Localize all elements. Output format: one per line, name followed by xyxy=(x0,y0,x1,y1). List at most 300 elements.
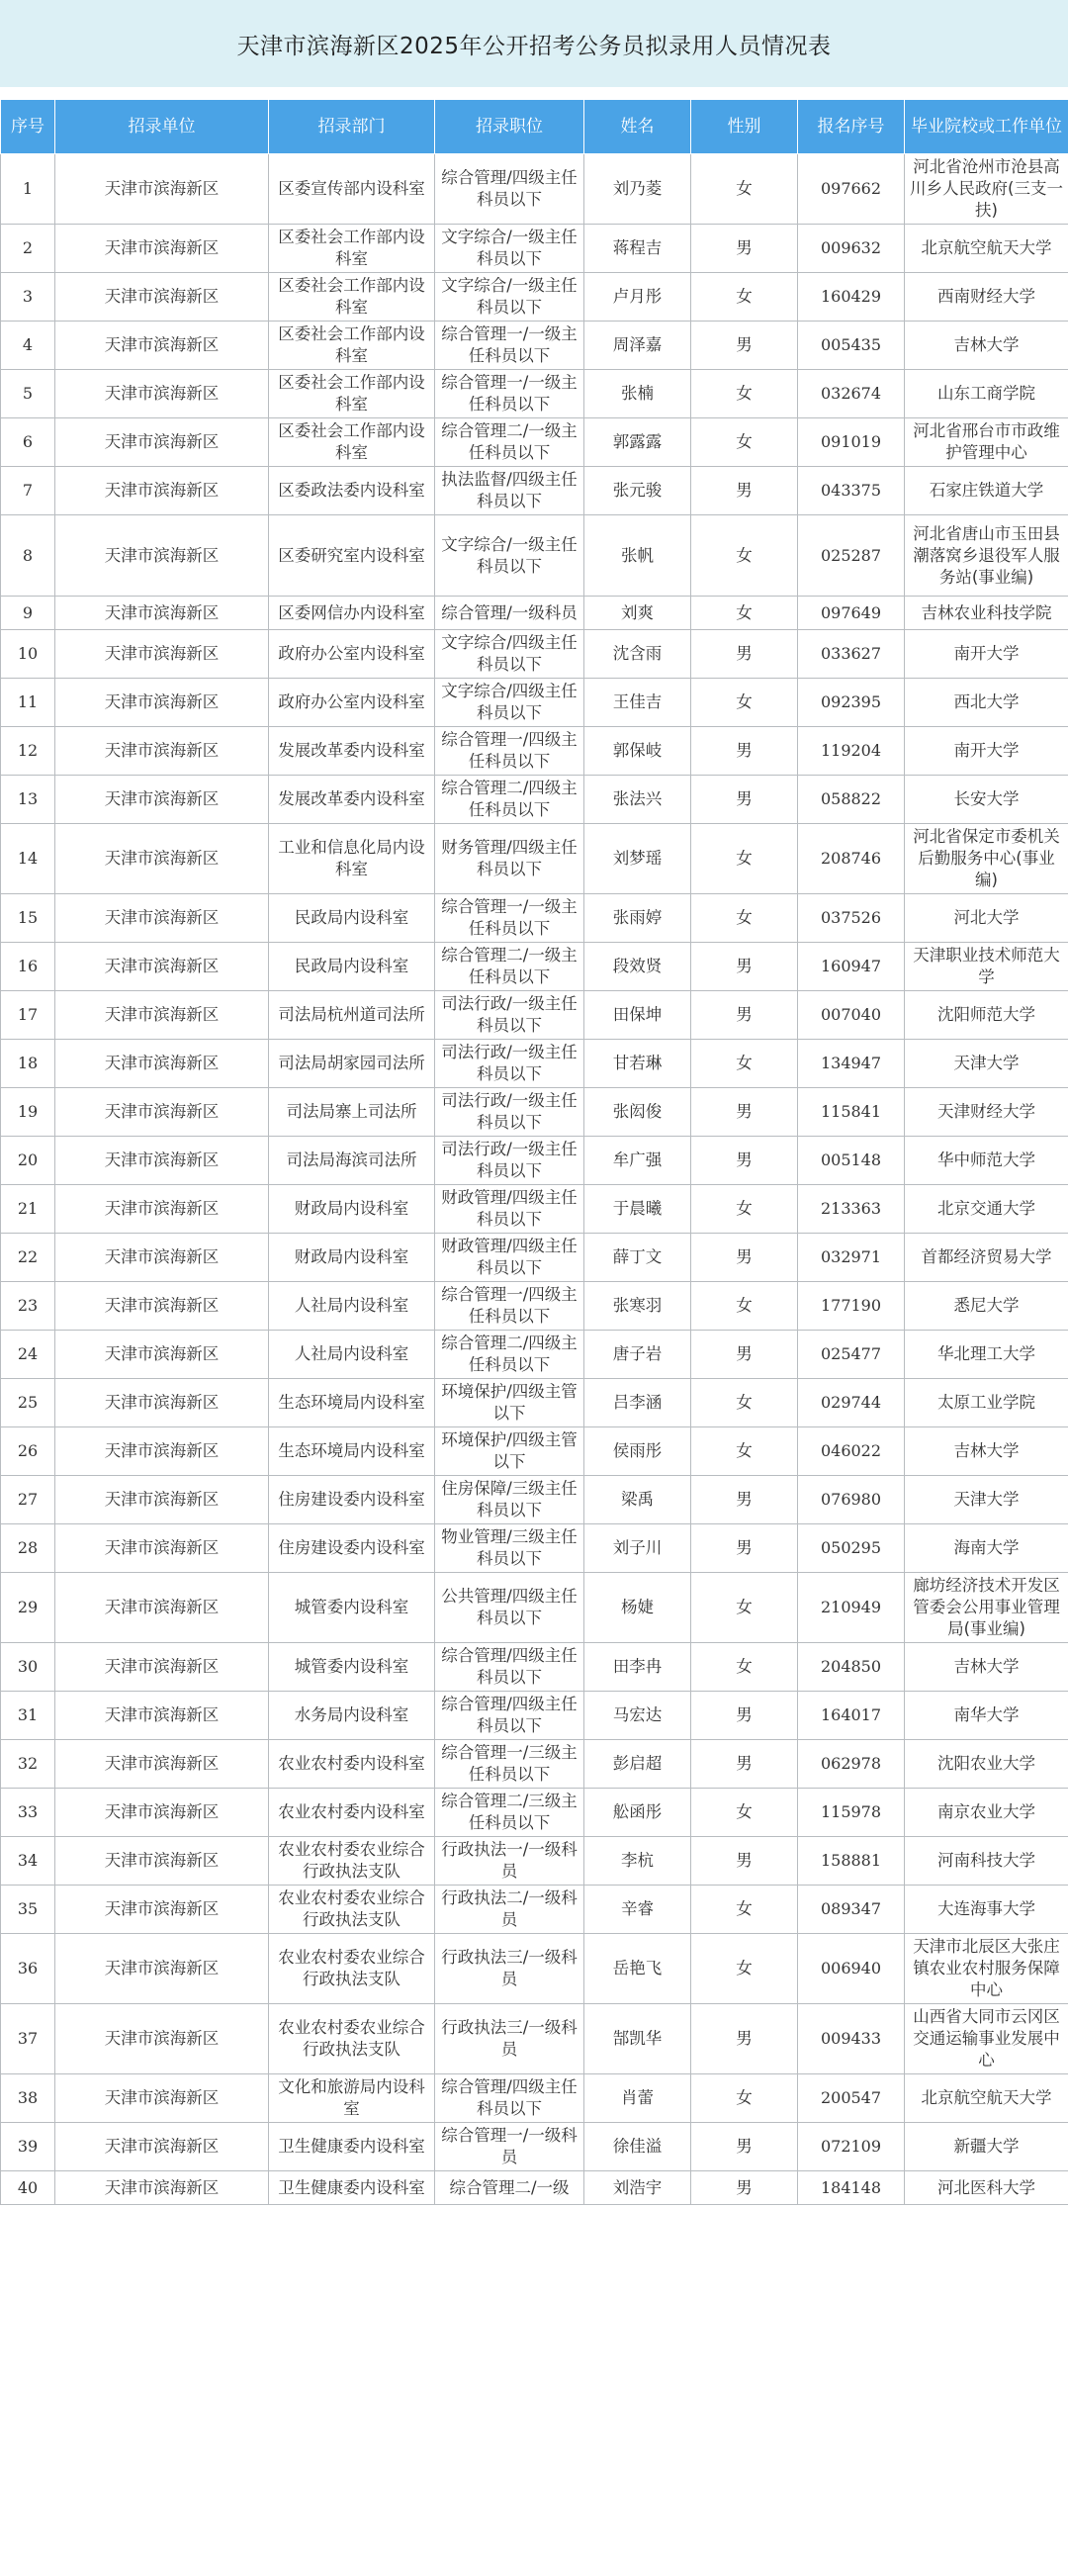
cell-seq: 10 xyxy=(1,630,55,679)
cell-seq: 36 xyxy=(1,1934,55,2004)
table-row xyxy=(1,630,1068,679)
cell-name: 徐佳溢 xyxy=(584,2123,691,2171)
cell-reg-no: 032971 xyxy=(798,1234,905,1282)
cell-recruit-unit: 天津市滨海新区 xyxy=(55,2074,269,2123)
column-header-seq: 序号 xyxy=(1,100,55,154)
table-row xyxy=(1,1234,1068,1282)
cell-recruit-dept: 农业农村委内设科室 xyxy=(269,1789,435,1837)
table-row xyxy=(1,824,1068,894)
cell-name: 郭保岐 xyxy=(584,727,691,776)
cell-recruit-unit: 天津市滨海新区 xyxy=(55,1573,269,1643)
cell-reg-no: 097662 xyxy=(798,154,905,225)
cell-name: 薛丁文 xyxy=(584,1234,691,1282)
cell-name: 张寒羽 xyxy=(584,1282,691,1331)
cell-seq: 21 xyxy=(1,1185,55,1234)
cell-recruit-unit: 天津市滨海新区 xyxy=(55,1331,269,1379)
cell-recruit-dept: 司法局寨上司法所 xyxy=(269,1088,435,1137)
cell-school-or-employer: 西北大学 xyxy=(905,679,1068,727)
cell-recruit-unit: 天津市滨海新区 xyxy=(55,1740,269,1789)
cell-recruit-unit: 天津市滨海新区 xyxy=(55,2004,269,2074)
cell-recruit-unit: 天津市滨海新区 xyxy=(55,1185,269,1234)
cell-recruit-position: 公共管理/四级主任科员以下 xyxy=(435,1573,584,1643)
cell-gender: 男 xyxy=(691,727,798,776)
cell-seq: 35 xyxy=(1,1886,55,1934)
cell-gender: 男 xyxy=(691,1088,798,1137)
cell-recruit-unit: 天津市滨海新区 xyxy=(55,630,269,679)
cell-recruit-position: 综合管理/四级主任科员以下 xyxy=(435,1643,584,1692)
cell-name: 杨婕 xyxy=(584,1573,691,1643)
cell-seq: 20 xyxy=(1,1137,55,1185)
cell-recruit-unit: 天津市滨海新区 xyxy=(55,273,269,322)
table-row xyxy=(1,1137,1068,1185)
cell-gender: 女 xyxy=(691,1573,798,1643)
table-row xyxy=(1,597,1068,630)
cell-gender: 男 xyxy=(691,1692,798,1740)
cell-name: 刘子川 xyxy=(584,1524,691,1573)
table-row xyxy=(1,1379,1068,1427)
cell-name: 肖蕾 xyxy=(584,2074,691,2123)
cell-name: 侯雨彤 xyxy=(584,1427,691,1476)
cell-recruit-unit: 天津市滨海新区 xyxy=(55,1040,269,1088)
cell-reg-no: 009433 xyxy=(798,2004,905,2074)
cell-name: 段效贤 xyxy=(584,943,691,991)
cell-school-or-employer: 河南科技大学 xyxy=(905,1837,1068,1886)
cell-school-or-employer: 沈阳师范大学 xyxy=(905,991,1068,1040)
cell-name: 舩函彤 xyxy=(584,1789,691,1837)
cell-school-or-employer: 南开大学 xyxy=(905,727,1068,776)
cell-recruit-unit: 天津市滨海新区 xyxy=(55,1427,269,1476)
cell-gender: 男 xyxy=(691,1740,798,1789)
cell-recruit-unit: 天津市滨海新区 xyxy=(55,894,269,943)
cell-recruit-unit: 天津市滨海新区 xyxy=(55,154,269,225)
cell-school-or-employer: 天津财经大学 xyxy=(905,1088,1068,1137)
cell-recruit-unit: 天津市滨海新区 xyxy=(55,1234,269,1282)
cell-gender: 男 xyxy=(691,225,798,273)
column-header-recruit-position: 招录职位 xyxy=(435,100,584,154)
cell-seq: 39 xyxy=(1,2123,55,2171)
cell-reg-no: 115978 xyxy=(798,1789,905,1837)
cell-name: 马宏达 xyxy=(584,1692,691,1740)
cell-reg-no: 213363 xyxy=(798,1185,905,1234)
cell-recruit-position: 行政执法一/一级科员 xyxy=(435,1837,584,1886)
cell-recruit-unit: 天津市滨海新区 xyxy=(55,467,269,515)
cell-name: 沈含雨 xyxy=(584,630,691,679)
cell-gender: 女 xyxy=(691,679,798,727)
cell-seq: 23 xyxy=(1,1282,55,1331)
cell-recruit-dept: 司法局杭州道司法所 xyxy=(269,991,435,1040)
cell-gender: 男 xyxy=(691,467,798,515)
table-row xyxy=(1,2074,1068,2123)
cell-school-or-employer: 石家庄铁道大学 xyxy=(905,467,1068,515)
cell-school-or-employer: 北京交通大学 xyxy=(905,1185,1068,1234)
cell-recruit-position: 文字综合/一级主任科员以下 xyxy=(435,515,584,597)
table-row xyxy=(1,154,1068,225)
cell-recruit-position: 综合管理二/一级主任科员以下 xyxy=(435,943,584,991)
cell-school-or-employer: 吉林大学 xyxy=(905,1643,1068,1692)
table-row xyxy=(1,943,1068,991)
cell-recruit-position: 综合管理一/四级主任科员以下 xyxy=(435,727,584,776)
cell-seq: 3 xyxy=(1,273,55,322)
cell-reg-no: 158881 xyxy=(798,1837,905,1886)
cell-recruit-position: 环境保护/四级主管以下 xyxy=(435,1427,584,1476)
cell-reg-no: 006940 xyxy=(798,1934,905,2004)
cell-reg-no: 033627 xyxy=(798,630,905,679)
cell-recruit-unit: 天津市滨海新区 xyxy=(55,1088,269,1137)
cell-school-or-employer: 华中师范大学 xyxy=(905,1137,1068,1185)
cell-name: 卢月彤 xyxy=(584,273,691,322)
cell-reg-no: 115841 xyxy=(798,1088,905,1137)
column-header-school-or-employer: 毕业院校或工作单位 xyxy=(905,100,1068,154)
cell-recruit-dept: 农业农村委农业综合行政执法支队 xyxy=(269,1837,435,1886)
cell-name: 于晨曦 xyxy=(584,1185,691,1234)
cell-recruit-dept: 生态环境局内设科室 xyxy=(269,1379,435,1427)
cell-recruit-unit: 天津市滨海新区 xyxy=(55,322,269,370)
cell-gender: 女 xyxy=(691,1934,798,2004)
cell-school-or-employer: 山东工商学院 xyxy=(905,370,1068,418)
cell-seq: 29 xyxy=(1,1573,55,1643)
cell-school-or-employer: 吉林农业科技学院 xyxy=(905,597,1068,630)
cell-recruit-dept: 司法局胡家园司法所 xyxy=(269,1040,435,1088)
cell-reg-no: 089347 xyxy=(798,1886,905,1934)
table-row xyxy=(1,1476,1068,1524)
cell-seq: 19 xyxy=(1,1088,55,1137)
cell-reg-no: 210949 xyxy=(798,1573,905,1643)
cell-reg-no: 009632 xyxy=(798,225,905,273)
cell-gender: 女 xyxy=(691,515,798,597)
cell-gender: 男 xyxy=(691,2004,798,2074)
cell-seq: 34 xyxy=(1,1837,55,1886)
cell-recruit-unit: 天津市滨海新区 xyxy=(55,1643,269,1692)
cell-name: 刘梦瑶 xyxy=(584,824,691,894)
cell-seq: 8 xyxy=(1,515,55,597)
cell-school-or-employer: 河北医科大学 xyxy=(905,2171,1068,2205)
cell-name: 张闳俊 xyxy=(584,1088,691,1137)
cell-gender: 女 xyxy=(691,2074,798,2123)
cell-reg-no: 204850 xyxy=(798,1643,905,1692)
cell-name: 刘乃菱 xyxy=(584,154,691,225)
cell-recruit-unit: 天津市滨海新区 xyxy=(55,727,269,776)
cell-recruit-position: 财政管理/四级主任科员以下 xyxy=(435,1234,584,1282)
cell-recruit-unit: 天津市滨海新区 xyxy=(55,824,269,894)
cell-recruit-position: 财务管理/四级主任科员以下 xyxy=(435,824,584,894)
cell-gender: 男 xyxy=(691,322,798,370)
cell-name: 牟广强 xyxy=(584,1137,691,1185)
table-header-row xyxy=(1,100,1068,154)
cell-gender: 男 xyxy=(691,630,798,679)
cell-recruit-position: 物业管理/三级主任科员以下 xyxy=(435,1524,584,1573)
cell-recruit-position: 文字综合/四级主任科员以下 xyxy=(435,630,584,679)
cell-seq: 5 xyxy=(1,370,55,418)
cell-gender: 女 xyxy=(691,1427,798,1476)
cell-name: 彭启超 xyxy=(584,1740,691,1789)
cell-recruit-dept: 区委社会工作部内设科室 xyxy=(269,418,435,467)
cell-recruit-position: 文字综合/一级主任科员以下 xyxy=(435,225,584,273)
cell-school-or-employer: 北京航空航天大学 xyxy=(905,225,1068,273)
cell-seq: 1 xyxy=(1,154,55,225)
table-row xyxy=(1,1789,1068,1837)
cell-school-or-employer: 南开大学 xyxy=(905,630,1068,679)
cell-recruit-unit: 天津市滨海新区 xyxy=(55,515,269,597)
cell-recruit-dept: 卫生健康委内设科室 xyxy=(269,2171,435,2205)
cell-name: 张楠 xyxy=(584,370,691,418)
cell-name: 刘爽 xyxy=(584,597,691,630)
cell-name: 辛睿 xyxy=(584,1886,691,1934)
cell-name: 蒋程吉 xyxy=(584,225,691,273)
cell-recruit-position: 司法行政/一级主任科员以下 xyxy=(435,1137,584,1185)
cell-name: 李杭 xyxy=(584,1837,691,1886)
table-row xyxy=(1,2123,1068,2171)
cell-recruit-dept: 文化和旅游局内设科室 xyxy=(269,2074,435,2123)
cell-reg-no: 032674 xyxy=(798,370,905,418)
table-row xyxy=(1,1692,1068,1740)
column-header-gender: 性别 xyxy=(691,100,798,154)
cell-recruit-dept: 区委社会工作部内设科室 xyxy=(269,370,435,418)
cell-recruit-position: 综合管理/四级主任科员以下 xyxy=(435,154,584,225)
cell-recruit-position: 综合管理/四级主任科员以下 xyxy=(435,2074,584,2123)
cell-school-or-employer: 南华大学 xyxy=(905,1692,1068,1740)
cell-name: 郜凯华 xyxy=(584,2004,691,2074)
cell-name: 梁禹 xyxy=(584,1476,691,1524)
cell-reg-no: 025287 xyxy=(798,515,905,597)
column-header-recruit-dept: 招录部门 xyxy=(269,100,435,154)
cell-recruit-dept: 农业农村委农业综合行政执法支队 xyxy=(269,1886,435,1934)
cell-recruit-unit: 天津市滨海新区 xyxy=(55,225,269,273)
table-row xyxy=(1,1524,1068,1573)
cell-school-or-employer: 廊坊经济技术开发区管委会公用事业管理局(事业编) xyxy=(905,1573,1068,1643)
cell-school-or-employer: 吉林大学 xyxy=(905,1427,1068,1476)
cell-name: 吕李涵 xyxy=(584,1379,691,1427)
cell-recruit-position: 环境保护/四级主管以下 xyxy=(435,1379,584,1427)
cell-recruit-dept: 区委社会工作部内设科室 xyxy=(269,273,435,322)
cell-school-or-employer: 河北省邢台市市政维护管理中心 xyxy=(905,418,1068,467)
cell-reg-no: 160429 xyxy=(798,273,905,322)
cell-recruit-position: 执法监督/四级主任科员以下 xyxy=(435,467,584,515)
cell-gender: 女 xyxy=(691,1282,798,1331)
table-row xyxy=(1,1427,1068,1476)
cell-recruit-position: 行政执法三/一级科员 xyxy=(435,1934,584,2004)
cell-recruit-unit: 天津市滨海新区 xyxy=(55,1789,269,1837)
cell-name: 郭露露 xyxy=(584,418,691,467)
cell-name: 周泽嘉 xyxy=(584,322,691,370)
cell-gender: 男 xyxy=(691,1837,798,1886)
cell-recruit-position: 行政执法二/一级科员 xyxy=(435,1886,584,1934)
cell-school-or-employer: 河北省唐山市玉田县潮落窝乡退役军人服务站(事业编) xyxy=(905,515,1068,597)
cell-recruit-position: 住房保障/三级主任科员以下 xyxy=(435,1476,584,1524)
cell-reg-no: 062978 xyxy=(798,1740,905,1789)
cell-recruit-position: 综合管理一/一级主任科员以下 xyxy=(435,322,584,370)
cell-school-or-employer: 西南财经大学 xyxy=(905,273,1068,322)
cell-reg-no: 007040 xyxy=(798,991,905,1040)
table-row xyxy=(1,322,1068,370)
cell-seq: 9 xyxy=(1,597,55,630)
cell-recruit-position: 综合管理一/四级主任科员以下 xyxy=(435,1282,584,1331)
cell-reg-no: 058822 xyxy=(798,776,905,824)
cell-recruit-position: 行政执法三/一级科员 xyxy=(435,2004,584,2074)
cell-seq: 30 xyxy=(1,1643,55,1692)
cell-reg-no: 076980 xyxy=(798,1476,905,1524)
cell-recruit-dept: 住房建设委内设科室 xyxy=(269,1476,435,1524)
cell-recruit-dept: 民政局内设科室 xyxy=(269,943,435,991)
cell-seq: 17 xyxy=(1,991,55,1040)
cell-school-or-employer: 天津大学 xyxy=(905,1040,1068,1088)
cell-gender: 男 xyxy=(691,2123,798,2171)
table-row xyxy=(1,679,1068,727)
cell-gender: 女 xyxy=(691,824,798,894)
cell-reg-no: 037526 xyxy=(798,894,905,943)
cell-seq: 4 xyxy=(1,322,55,370)
cell-recruit-position: 综合管理一/一级科员 xyxy=(435,2123,584,2171)
cell-school-or-employer: 海南大学 xyxy=(905,1524,1068,1573)
cell-gender: 男 xyxy=(691,1234,798,1282)
cell-seq: 16 xyxy=(1,943,55,991)
cell-recruit-dept: 财政局内设科室 xyxy=(269,1234,435,1282)
cell-school-or-employer: 华北理工大学 xyxy=(905,1331,1068,1379)
cell-recruit-dept: 区委网信办内设科室 xyxy=(269,597,435,630)
cell-seq: 33 xyxy=(1,1789,55,1837)
table-row xyxy=(1,1837,1068,1886)
table-row xyxy=(1,1934,1068,2004)
cell-seq: 14 xyxy=(1,824,55,894)
cell-seq: 40 xyxy=(1,2171,55,2205)
cell-gender: 男 xyxy=(691,1476,798,1524)
cell-school-or-employer: 沈阳农业大学 xyxy=(905,1740,1068,1789)
cell-seq: 6 xyxy=(1,418,55,467)
cell-reg-no: 005148 xyxy=(798,1137,905,1185)
cell-seq: 38 xyxy=(1,2074,55,2123)
recruit-table-container xyxy=(0,99,1068,2205)
table-row xyxy=(1,2171,1068,2205)
cell-reg-no: 200547 xyxy=(798,2074,905,2123)
cell-school-or-employer: 大连海事大学 xyxy=(905,1886,1068,1934)
cell-name: 张雨婷 xyxy=(584,894,691,943)
cell-name: 张帆 xyxy=(584,515,691,597)
cell-seq: 24 xyxy=(1,1331,55,1379)
cell-school-or-employer: 悉尼大学 xyxy=(905,1282,1068,1331)
cell-seq: 31 xyxy=(1,1692,55,1740)
cell-recruit-position: 司法行政/一级主任科员以下 xyxy=(435,1088,584,1137)
cell-seq: 15 xyxy=(1,894,55,943)
cell-gender: 男 xyxy=(691,1524,798,1573)
cell-recruit-dept: 发展改革委内设科室 xyxy=(269,776,435,824)
cell-reg-no: 025477 xyxy=(798,1331,905,1379)
cell-recruit-unit: 天津市滨海新区 xyxy=(55,1886,269,1934)
cell-reg-no: 043375 xyxy=(798,467,905,515)
cell-seq: 28 xyxy=(1,1524,55,1573)
column-header-recruit-unit: 招录单位 xyxy=(55,100,269,154)
cell-gender: 男 xyxy=(691,991,798,1040)
cell-reg-no: 046022 xyxy=(798,1427,905,1476)
table-row xyxy=(1,225,1068,273)
cell-reg-no: 208746 xyxy=(798,824,905,894)
cell-gender: 女 xyxy=(691,1185,798,1234)
table-row xyxy=(1,991,1068,1040)
cell-recruit-dept: 水务局内设科室 xyxy=(269,1692,435,1740)
table-row xyxy=(1,273,1068,322)
cell-reg-no: 029744 xyxy=(798,1379,905,1427)
cell-reg-no: 119204 xyxy=(798,727,905,776)
cell-recruit-dept: 司法局海滨司法所 xyxy=(269,1137,435,1185)
cell-gender: 女 xyxy=(691,1379,798,1427)
cell-recruit-dept: 卫生健康委内设科室 xyxy=(269,2123,435,2171)
cell-gender: 女 xyxy=(691,418,798,467)
cell-gender: 男 xyxy=(691,1331,798,1379)
table-row xyxy=(1,1886,1068,1934)
cell-seq: 13 xyxy=(1,776,55,824)
cell-seq: 26 xyxy=(1,1427,55,1476)
cell-school-or-employer: 天津大学 xyxy=(905,1476,1068,1524)
cell-school-or-employer: 吉林大学 xyxy=(905,322,1068,370)
cell-recruit-position: 司法行政/一级主任科员以下 xyxy=(435,991,584,1040)
page-title-bar xyxy=(0,0,1068,87)
cell-name: 田保坤 xyxy=(584,991,691,1040)
table-row xyxy=(1,776,1068,824)
cell-school-or-employer: 天津职业技术师范大学 xyxy=(905,943,1068,991)
cell-gender: 男 xyxy=(691,2171,798,2205)
column-header-reg-no: 报名序号 xyxy=(798,100,905,154)
cell-seq: 11 xyxy=(1,679,55,727)
cell-name: 张元骏 xyxy=(584,467,691,515)
cell-recruit-dept: 生态环境局内设科室 xyxy=(269,1427,435,1476)
cell-gender: 女 xyxy=(691,1040,798,1088)
cell-recruit-dept: 城管委内设科室 xyxy=(269,1643,435,1692)
cell-recruit-dept: 发展改革委内设科室 xyxy=(269,727,435,776)
cell-seq: 18 xyxy=(1,1040,55,1088)
cell-recruit-position: 财政管理/四级主任科员以下 xyxy=(435,1185,584,1234)
cell-recruit-dept: 政府办公室内设科室 xyxy=(269,630,435,679)
cell-gender: 女 xyxy=(691,154,798,225)
cell-reg-no: 160947 xyxy=(798,943,905,991)
table-row xyxy=(1,1088,1068,1137)
cell-school-or-employer: 河北大学 xyxy=(905,894,1068,943)
cell-recruit-position: 综合管理一/一级主任科员以下 xyxy=(435,370,584,418)
table-row xyxy=(1,1040,1068,1088)
cell-gender: 男 xyxy=(691,1137,798,1185)
cell-recruit-unit: 天津市滨海新区 xyxy=(55,1837,269,1886)
table-row xyxy=(1,370,1068,418)
cell-recruit-dept: 农业农村委农业综合行政执法支队 xyxy=(269,2004,435,2074)
cell-recruit-position: 文字综合/四级主任科员以下 xyxy=(435,679,584,727)
cell-reg-no: 164017 xyxy=(798,1692,905,1740)
cell-recruit-position: 综合管理/一级科员 xyxy=(435,597,584,630)
cell-recruit-dept: 城管委内设科室 xyxy=(269,1573,435,1643)
cell-school-or-employer: 长安大学 xyxy=(905,776,1068,824)
cell-gender: 女 xyxy=(691,597,798,630)
cell-recruit-dept: 人社局内设科室 xyxy=(269,1282,435,1331)
table-row xyxy=(1,1185,1068,1234)
cell-reg-no: 177190 xyxy=(798,1282,905,1331)
table-body xyxy=(1,154,1068,2205)
cell-seq: 32 xyxy=(1,1740,55,1789)
cell-recruit-dept: 住房建设委内设科室 xyxy=(269,1524,435,1573)
cell-name: 岳艳飞 xyxy=(584,1934,691,2004)
cell-recruit-unit: 天津市滨海新区 xyxy=(55,1137,269,1185)
table-row xyxy=(1,418,1068,467)
cell-reg-no: 091019 xyxy=(798,418,905,467)
cell-gender: 男 xyxy=(691,776,798,824)
cell-gender: 女 xyxy=(691,894,798,943)
cell-recruit-unit: 天津市滨海新区 xyxy=(55,1282,269,1331)
cell-recruit-dept: 政府办公室内设科室 xyxy=(269,679,435,727)
cell-seq: 27 xyxy=(1,1476,55,1524)
cell-recruit-position: 综合管理/四级主任科员以下 xyxy=(435,1692,584,1740)
cell-recruit-dept: 财政局内设科室 xyxy=(269,1185,435,1234)
cell-school-or-employer: 新疆大学 xyxy=(905,2123,1068,2171)
cell-gender: 女 xyxy=(691,273,798,322)
cell-recruit-dept: 区委社会工作部内设科室 xyxy=(269,225,435,273)
cell-seq: 22 xyxy=(1,1234,55,1282)
table-row xyxy=(1,727,1068,776)
cell-name: 田李冉 xyxy=(584,1643,691,1692)
